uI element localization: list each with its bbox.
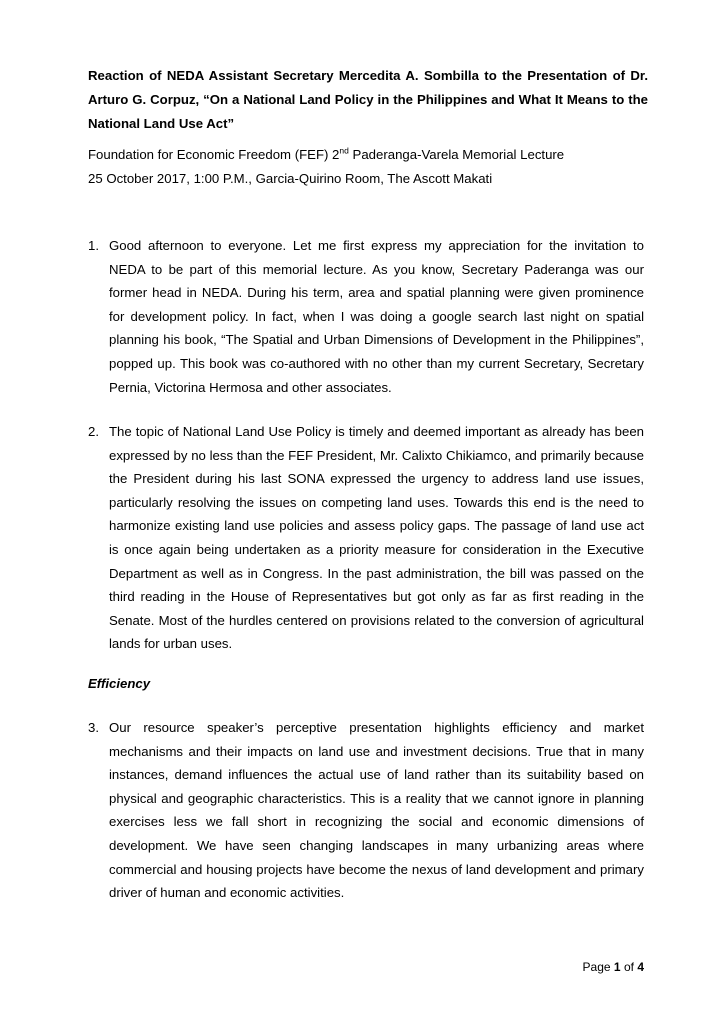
event-line-post: Paderanga-Varela Memorial Lecture	[348, 147, 565, 162]
title-quote: “On a National Land Policy in the Philippines and What It Means to the National Land Use Act”	[88, 92, 649, 131]
page-current: 1	[613, 960, 621, 974]
paragraph-number: 1.	[88, 238, 99, 253]
page-total: 4	[637, 960, 644, 974]
document-title	[88, 64, 648, 136]
event-line-sup: nd	[339, 145, 349, 156]
title-main: Reaction of NEDA Assistant Secretary Mercedita A. Sombilla to the Presentation of Dr. Arturo G. Corpuz	[88, 68, 648, 107]
paragraph-text: Good afternoon to everyone. Let me first express my appreciation for the invitation to NEDA to be part of this memorial lecture. As you know, Secretary Paderanga was our former head in NEDA. During his term, area and spatial planning were given prominence for development policy. In fact, when I was doing a google search last night on spatial planning his book, “The Spatial and Urban Dimensions of Development in the Philippines”, popped up. This book was co-authored with no other than my current Secretary, Secretary Pernia, Victorina Hermosa and other associates.	[109, 238, 644, 395]
paragraph-number: 3.	[88, 720, 99, 735]
paragraph-text: Our resource speaker’s perceptive presentation highlights efficiency and market mechanisms and their impacts on land use and investment decisions. True that in many instances, demand influences the actual use of land rather than its suitability based on physical and geographic characteristics. This is a reality that we cannot ignore in planning exercises less we fall short in recognizing the social and economic dimensions of development. We have seen changing landscapes in many urbanizing areas where commercial and housing projects have become the nexus of land development and primary driver of human and economic activities.	[109, 720, 644, 901]
event-line	[88, 143, 648, 167]
paragraph-1	[88, 234, 644, 399]
page-of: of	[623, 960, 634, 974]
paragraph-number: 2.	[88, 424, 99, 439]
paragraph-text: The topic of National Land Use Policy is timely and deemed important as already has been expressed by no less than the FEF President, Mr. Calixto Chikiamco, and primarily because the President during his last SONA expressed the urgency to address land use issues, particularly resolving the issues on competing land uses. Towards this end is the need to harmonize existing land use policies and assess policy gaps. The passage of land use act is once again being undertaken as a priority measure for consideration in the Executive Department as well as in Congress. In the past administration, the bill was passed on the third reading in the House of Representatives but got only as far as first reading in the Senate. Most of the hurdles centered on provisions related to the conversion of agricultural lands for urban uses.	[109, 424, 644, 652]
date-line: 25 October 2017, 1:00 P.M., Garcia-Quirino Room, The Ascott Makati	[88, 171, 493, 186]
page-label: Page	[582, 960, 611, 974]
paragraph-2	[88, 420, 644, 656]
paragraph-3	[88, 716, 644, 905]
title-separator: ,	[195, 92, 204, 107]
section-heading-efficiency: Efficiency	[88, 676, 151, 691]
page-footer	[583, 960, 644, 974]
event-line-pre: Foundation for Economic Freedom (FEF) 2	[88, 147, 340, 162]
